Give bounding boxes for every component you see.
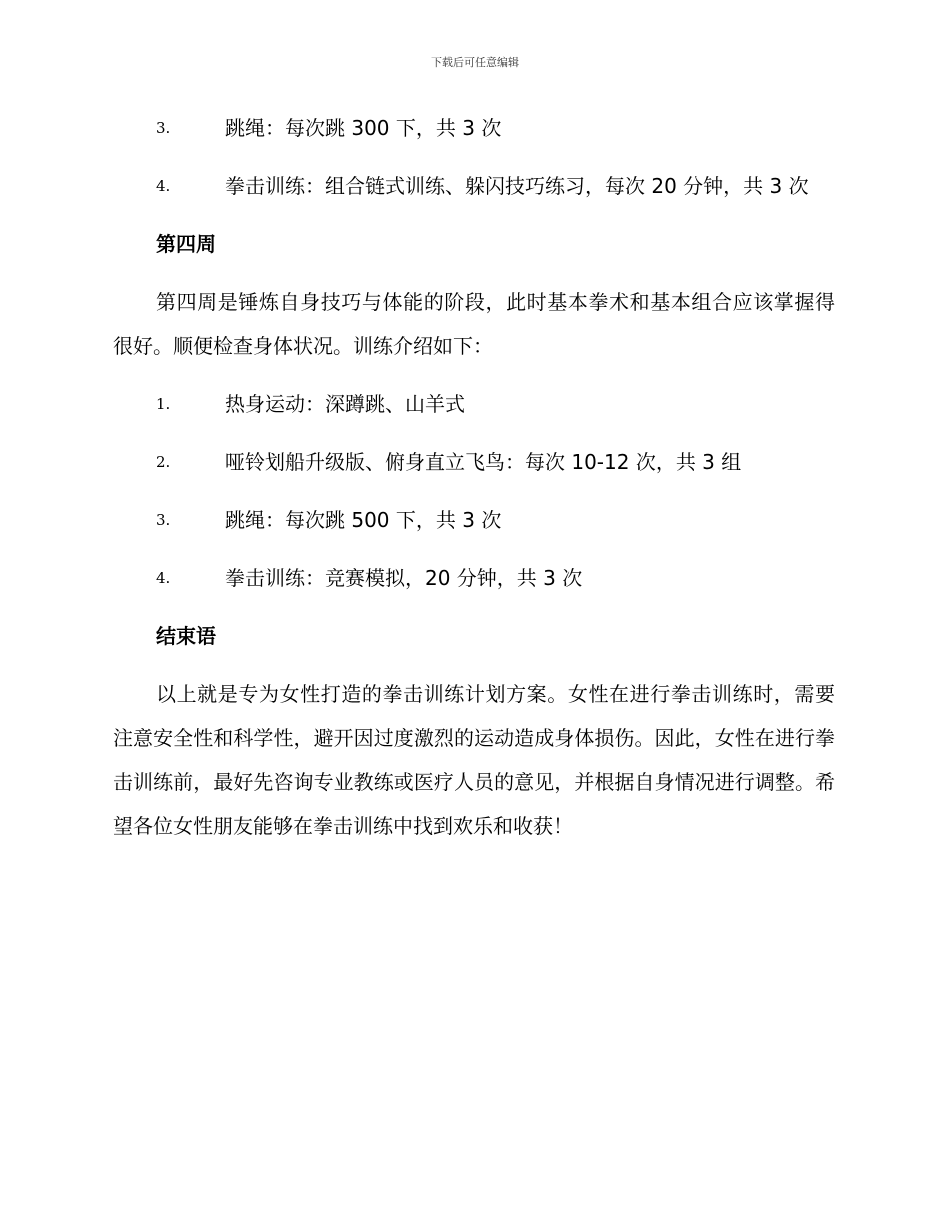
list-number: 1.	[156, 395, 171, 413]
document-body	[113, 106, 835, 862]
list-item	[113, 556, 835, 600]
conclusion-paragraph: 以上就是专为女性打造的拳击训练计划方案。女性在进行拳击训练时，需要注意安全性和科学性，避开因过度激烈的运动造成身体损伤。因此，女性在进行拳击训练前，最好先咨询专业教练或医疗人员的意见，并根据自身情况进行调整。希望各位女性朋友能够在拳击训练中找到欢乐和收获！	[113, 682, 835, 838]
list-item	[113, 498, 835, 542]
list-item	[113, 440, 835, 484]
list-number: 2.	[156, 453, 171, 471]
list-text: 哑铃划船升级版、俯身直立飞鸟：每次 10-12 次，共 3 组	[225, 450, 742, 474]
list-number: 4.	[156, 177, 171, 195]
section-heading-week4: 第四周	[156, 232, 216, 256]
section-heading-conclusion: 结束语	[156, 624, 216, 648]
list-number: 3.	[156, 119, 171, 137]
list-text: 拳击训练：组合链式训练、躲闪技巧练习，每次 20 分钟，共 3 次	[225, 174, 809, 198]
list-number: 4.	[156, 569, 171, 587]
list-text: 跳绳：每次跳 500 下，共 3 次	[225, 508, 502, 532]
list-number: 3.	[156, 511, 171, 529]
week4-intro-paragraph: 第四周是锤炼自身技巧与体能的阶段，此时基本拳术和基本组合应该掌握得很好。顺便检查身体状况。训练介绍如下：	[113, 290, 835, 358]
list-text: 拳击训练：竞赛模拟，20 分钟，共 3 次	[225, 566, 583, 590]
list-item	[113, 164, 835, 208]
list-item	[113, 382, 835, 426]
list-text: 跳绳：每次跳 300 下，共 3 次	[225, 116, 502, 140]
list-text: 热身运动：深蹲跳、山羊式	[225, 392, 465, 416]
page-header: 下载后可任意编辑	[431, 56, 519, 69]
list-item	[113, 106, 835, 150]
